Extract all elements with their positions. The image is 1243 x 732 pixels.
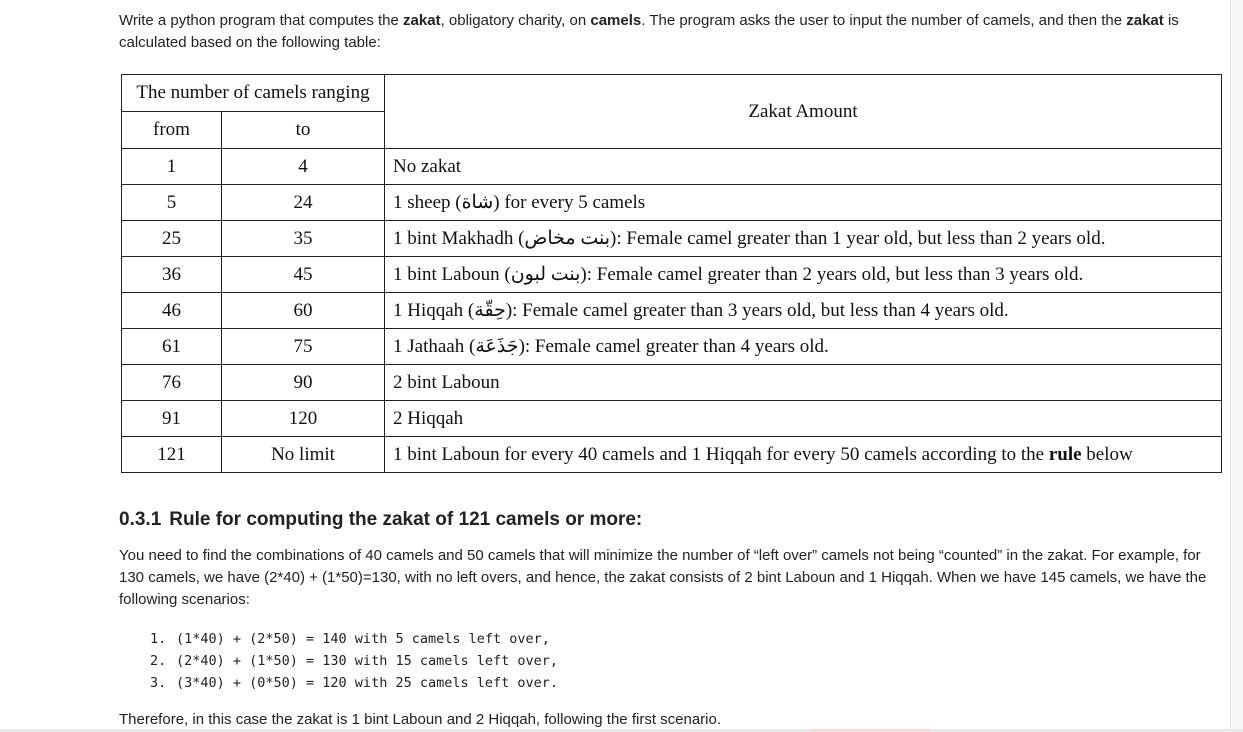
to-cell: 24 [222, 185, 385, 221]
list-item-number: 2. [150, 653, 167, 669]
list-item [150, 650, 558, 672]
table-row [122, 221, 1222, 257]
to-cell: 60 [222, 293, 385, 329]
amount-header: Zakat Amount [385, 75, 1222, 149]
from-cell: 61 [122, 329, 222, 365]
amount-pre: 1 bint Laboun for every 40 camels and 1 Hiqqah for every 50 camels according to the [393, 443, 1049, 465]
vertical-scrollbar[interactable] [1230, 0, 1243, 732]
amount-cell: No zakat [385, 149, 1222, 185]
from-cell: 5 [122, 185, 222, 221]
to-header: to [222, 112, 385, 149]
section-heading [119, 509, 642, 531]
amount-bold-rule: rule [1048, 443, 1082, 465]
conclusion-paragraph: Therefore, in this case the zakat is 1 bint Laboun and 2 Hiqqah, following the first scenario. [119, 711, 722, 728]
from-cell: 46 [122, 293, 222, 329]
scenario-list [150, 628, 558, 694]
from-cell: 25 [122, 221, 222, 257]
intro-text-4: is calculated based on the following table: [119, 12, 1179, 51]
to-cell: 4 [222, 149, 385, 185]
table-row [122, 149, 1222, 185]
amount-cell [385, 437, 1222, 473]
table-row [122, 293, 1222, 329]
to-cell: 120 [222, 401, 385, 437]
intro-bold-zakat-2: zakat [1126, 12, 1164, 29]
from-cell: 91 [122, 401, 222, 437]
table-row [122, 401, 1222, 437]
list-item [150, 628, 558, 650]
intro-text-1: Write a python program that computes the [119, 12, 404, 29]
amount-cell: 2 Hiqqah [385, 401, 1222, 437]
to-cell: No limit [222, 437, 385, 473]
intro-paragraph [119, 10, 1224, 54]
from-cell: 36 [122, 257, 222, 293]
list-item-number: 3. [150, 675, 167, 691]
rule-paragraph: You need to find the combinations of 40 camels and 50 camels that will minimize the number of “left over” camels not being “counted” in the zakat. For example, for 130 camels, we have (2*40) + (1*50)=130, with no left overs, and hence, the zakat consists of 2 bint Laboun and 1 Hiqqah. When we have 145 camels, we have the following scenarios: [119, 547, 1207, 608]
zakat-table [121, 74, 1222, 473]
amount-cell: 1 bint Makhadh (بنت مخاض): Female camel greater than 1 year old, but less than 2 years old. [385, 221, 1222, 257]
to-cell: 75 [222, 329, 385, 365]
section-number: 0.3.1 [119, 509, 162, 530]
to-cell: 35 [222, 221, 385, 257]
from-header: from [122, 112, 222, 149]
amount-cell: 1 Jathaah (جَذَعَة): Female camel greater than 4 years old. [385, 329, 1222, 365]
amount-post: below [1081, 443, 1133, 465]
table-row-last [122, 437, 1222, 473]
section-title: Rule for computing the zakat of 121 camels or more: [169, 509, 643, 530]
list-item-number: 1. [150, 631, 167, 647]
list-item-text: (1*40) + (2*50) = 140 with 5 camels left over, [176, 631, 550, 647]
document-body [119, 10, 1224, 54]
intro-bold-camels: camels [590, 12, 642, 29]
from-cell: 76 [122, 365, 222, 401]
table-row [122, 365, 1222, 401]
list-item-text: (3*40) + (0*50) = 120 with 25 camels left over. [176, 675, 559, 691]
amount-cell: 1 Hiqqah (حِقّة): Female camel greater than 3 years old, but less than 4 years old. [385, 293, 1222, 329]
amount-cell: 2 bint Laboun [385, 365, 1222, 401]
to-cell: 45 [222, 257, 385, 293]
amount-cell: 1 sheep (شاة) for every 5 camels [385, 185, 1222, 221]
list-item [150, 672, 558, 694]
intro-text-3: . The program asks the user to input the number of camels, and then the [641, 12, 1127, 29]
table-row [122, 329, 1222, 365]
to-cell: 90 [222, 365, 385, 401]
table-header-row [122, 75, 1222, 112]
table-row [122, 185, 1222, 221]
list-item-text: (2*40) + (1*50) = 130 with 15 camels left over, [176, 653, 559, 669]
amount-cell: 1 bint Laboun (بنت لبون): Female camel greater than 2 years old, but less than 3 years old. [385, 257, 1222, 293]
from-cell: 121 [122, 437, 222, 473]
intro-bold-zakat: zakat [403, 12, 441, 29]
from-cell: 1 [122, 149, 222, 185]
table-row [122, 257, 1222, 293]
range-header: The number of camels ranging [122, 75, 385, 112]
intro-text-2: , obligatory charity, on [440, 12, 591, 29]
